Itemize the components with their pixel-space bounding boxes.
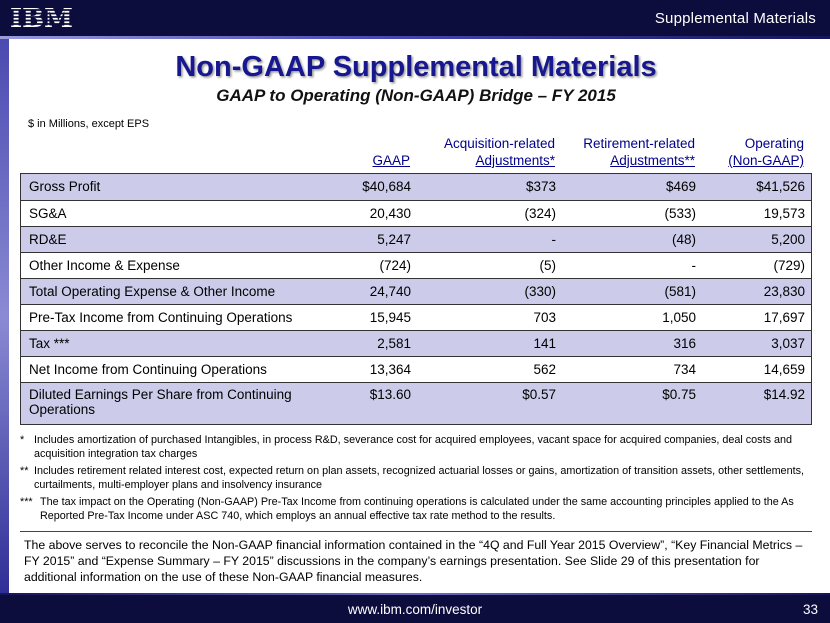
cell-retirement: (533) [664, 205, 696, 221]
cell-retirement: - [691, 257, 696, 273]
footnote [20, 433, 812, 461]
footnote [20, 495, 812, 523]
table-row [21, 174, 811, 200]
ibm-logo-icon [10, 4, 76, 32]
cell-acquisition: 703 [533, 309, 556, 325]
cell-operating: 23,830 [763, 283, 805, 299]
row-label: Gross Profit [29, 179, 101, 195]
column-header-gaap [350, 153, 420, 170]
top-header-bar [0, 0, 830, 36]
row-label: Diluted Earnings Per Share from Continuing Operations [29, 386, 292, 417]
cell-operating: 19,573 [763, 205, 805, 221]
table-header-row [20, 136, 812, 170]
column-header-op-line1: Operating [744, 136, 804, 151]
ibm-logo-text: IBM [10, 4, 73, 32]
cell-acquisition: $0.57 [522, 386, 556, 402]
footnote-text: Includes retirement related interest cost, expected return on plan assets, recognized actuarial losses or gains, amortization of transition assets, other settlements, curtailments, multi-employer plans and insolvency insurance [34, 464, 804, 491]
cell-retirement: 1,050 [662, 309, 696, 325]
cell-gaap: 15,945 [369, 309, 411, 325]
cell-retirement: (581) [664, 283, 696, 299]
column-header-retirement [565, 136, 705, 170]
column-header-gaap-label: GAAP [372, 152, 410, 168]
footnote-marker: * [20, 433, 25, 446]
cell-operating: 14,659 [763, 361, 805, 377]
cell-gaap: 2,581 [377, 335, 411, 351]
cell-gaap: 24,740 [369, 283, 411, 299]
footnotes [20, 433, 812, 523]
row-label: SG&A [29, 205, 67, 221]
cell-gaap: 5,247 [377, 231, 411, 247]
bridge-table [20, 136, 812, 425]
cell-acquisition: 141 [533, 335, 556, 351]
row-label: Pre-Tax Income from Continuing Operations [29, 309, 293, 325]
cell-gaap: $13.60 [369, 386, 411, 402]
units-note: $ in Millions, except EPS [28, 118, 150, 130]
table-row [21, 252, 811, 278]
cell-gaap: (724) [379, 257, 411, 273]
cell-acquisition: (5) [539, 257, 556, 273]
table-row [21, 356, 811, 382]
footnote-marker: ** [20, 464, 29, 477]
slide-content [0, 39, 830, 586]
table-row [21, 330, 811, 356]
cell-retirement: (48) [671, 231, 696, 247]
page-title: Non-GAAP Supplemental Materials [175, 51, 657, 83]
cell-gaap: 13,364 [369, 361, 411, 377]
table-row [21, 304, 811, 330]
column-header-ret-line1: Retirement-related [583, 136, 695, 151]
row-label: Other Income & Expense [29, 257, 180, 273]
cell-operating: $41,526 [756, 179, 805, 195]
cell-operating: (729) [773, 257, 805, 273]
cell-acquisition: (330) [524, 283, 556, 299]
row-label: Tax *** [29, 335, 70, 351]
cell-operating: 3,037 [771, 335, 805, 351]
row-label: Net Income from Continuing Operations [29, 361, 267, 377]
cell-gaap: $40,684 [362, 179, 411, 195]
cell-retirement: 734 [673, 361, 696, 377]
table-row [21, 382, 811, 424]
cell-retirement: 316 [673, 335, 696, 351]
page-subtitle: GAAP to Operating (Non-GAAP) Bridge – FY 2015 [216, 86, 616, 105]
cell-operating: 17,697 [763, 309, 805, 325]
cell-acquisition: - [551, 231, 556, 247]
cell-operating: $14.92 [763, 386, 805, 402]
column-header-operating [705, 136, 814, 170]
header-right-label: Supplemental Materials [654, 9, 816, 27]
cell-retirement: $469 [665, 179, 696, 195]
table-row [21, 226, 811, 252]
cell-gaap: 20,430 [369, 205, 411, 221]
cell-acquisition: (324) [524, 205, 556, 221]
column-header-op-line2: (Non-GAAP) [728, 152, 804, 168]
left-gradient-stripe [0, 39, 9, 595]
footer-bar [0, 595, 830, 623]
column-header-acq-line2: Adjustments* [475, 152, 555, 168]
cell-acquisition: $373 [525, 179, 556, 195]
table-grid [20, 173, 812, 425]
cell-retirement: $0.75 [662, 386, 696, 402]
footnote [20, 464, 812, 492]
footnote-text: Includes amortization of purchased Intangibles, in process R&D, severance cost for acquired employees, vacant space for acquired companies, deal costs and acquisition integration tax charges [34, 433, 792, 460]
footnote-text: The tax impact on the Operating (Non-GAAP) Pre-Tax Income from continuing operations is calculated under the same accounting principles applied to the As Reported Pre-Tax Income under ASC 740, which employs an annual effective tax rate method to the results. [40, 495, 794, 522]
table-row [21, 200, 811, 226]
row-label: RD&E [29, 231, 67, 247]
table-row [21, 278, 811, 304]
reconciliation-note: The above serves to reconcile the Non-GAAP financial information contained in the “4Q and Full Year 2015 Overview”, “Key Financial Metrics – FY 2015” and “Expense Summary – FY 2015” discussions in the company’s earnings presentation. See Slide 29 of this presentation for additional information on the use of these Non-GAAP financial measures. [20, 531, 812, 586]
column-header-acq-line1: Acquisition-related [443, 136, 555, 151]
row-label: Total Operating Expense & Other Income [29, 283, 276, 299]
column-header-ret-line2: Adjustments** [610, 152, 695, 168]
footer-url: www.ibm.com/investor [347, 601, 483, 617]
page-number: 33 [802, 601, 818, 617]
cell-operating: 5,200 [771, 231, 805, 247]
footnote-marker: *** [20, 495, 33, 508]
column-header-acquisition [420, 136, 565, 170]
cell-acquisition: 562 [533, 361, 556, 377]
